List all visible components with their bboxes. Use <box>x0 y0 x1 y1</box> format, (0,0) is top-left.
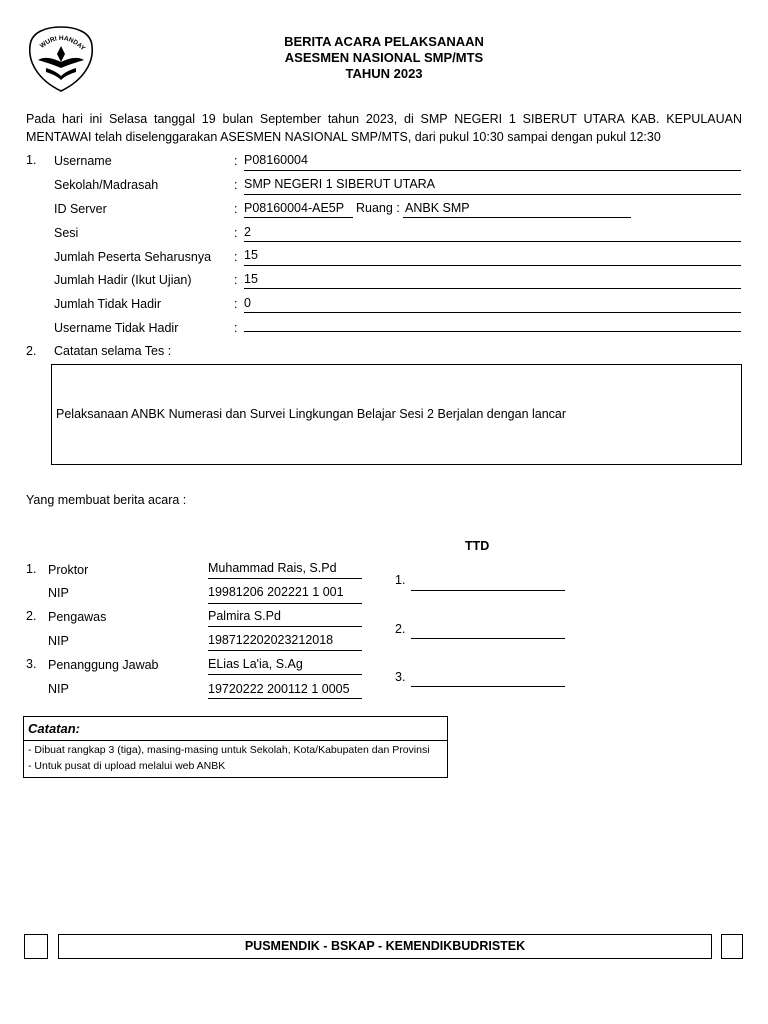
underline <box>244 194 741 195</box>
colon: : <box>234 297 238 311</box>
value-expected-participants: 15 <box>244 248 258 262</box>
notes-box <box>51 364 742 465</box>
intro-paragraph: Pada hari ini Selasa tanggal 19 bulan September tahun 2023, di SMP NEGERI 1 SIBERUT UTARA KAB. KEPULAUAN MENTAWAI telah diselenggarakan ASESMEN NASIONAL SMP/MTS, dari pukul 10:30 sampai dengan pukul 12:30 <box>26 112 742 144</box>
tut-wuri-handayani-logo <box>26 24 96 94</box>
underline <box>208 626 362 627</box>
signer3-nip: 19720222 200112 1 0005 <box>208 682 350 696</box>
underline <box>244 241 741 242</box>
label-expected-participants: Jumlah Peserta Seharusnya <box>54 250 212 264</box>
signature-line-2 <box>411 638 565 639</box>
signer1-nip-label: NIP <box>48 586 69 600</box>
label-id-server: ID Server <box>54 202 107 216</box>
document-title-line1: BERITA ACARA PELAKSANAAN <box>284 34 484 49</box>
colon: : <box>234 154 238 168</box>
label-present: Jumlah Hadir (Ikut Ujian) <box>54 273 192 287</box>
signer1-name: Muhammad Rais, S.Pd <box>208 561 337 575</box>
signer3-name: ELias La'ia, S.Ag <box>208 657 303 671</box>
signers-intro: Yang membuat berita acara : <box>26 493 187 507</box>
signer2-role: Pengawas <box>48 610 107 624</box>
signer2-nip: 198712202023212018 <box>208 633 334 647</box>
underline <box>244 217 353 218</box>
ttd-header: TTD <box>465 539 490 553</box>
signer2-name: Palmira S.Pd <box>208 609 281 623</box>
logo-text: WURI HANDAY <box>38 34 86 52</box>
signer2-number: 2. <box>26 609 37 623</box>
signer3-number: 3. <box>26 657 37 671</box>
value-absent: 0 <box>244 296 251 310</box>
signature-line-1 <box>411 590 565 591</box>
colon: : <box>234 250 238 264</box>
value-school: SMP NEGERI 1 SIBERUT UTARA <box>244 177 436 191</box>
underline <box>208 674 362 675</box>
underline <box>244 170 741 171</box>
underline <box>208 578 362 579</box>
signer3-nip-label: NIP <box>48 682 69 696</box>
notes-text: Pelaksanaan ANBK Numerasi dan Survei Lingkungan Belajar Sesi 2 Berjalan dengan lancar <box>56 407 567 421</box>
signer3-ttd-number: 3. <box>395 670 406 684</box>
footer-label: PUSMENDIK - BSKAP - KEMENDIKBUDRISTEK <box>58 934 712 959</box>
underline <box>244 312 741 313</box>
footer-left-box <box>24 934 48 959</box>
ruang-label: Ruang : <box>356 201 400 215</box>
label-absent: Jumlah Tidak Hadir <box>54 297 161 311</box>
underline <box>208 698 362 699</box>
signer1-role: Proktor <box>48 563 89 577</box>
value-present: 15 <box>244 272 258 286</box>
underline <box>244 265 741 266</box>
ruang-value: ANBK SMP <box>405 201 470 215</box>
signature-line-3 <box>411 686 565 687</box>
signer2-nip-label: NIP <box>48 634 69 648</box>
signer2-ttd-number: 2. <box>395 622 406 636</box>
signer3-role: Penanggung Jawab <box>48 658 159 672</box>
underline <box>244 288 741 289</box>
signer1-number: 1. <box>26 562 37 576</box>
signer1-ttd-number: 1. <box>395 573 406 587</box>
value-sesi: 2 <box>244 225 251 239</box>
underline <box>244 331 741 332</box>
colon: : <box>234 226 238 240</box>
value-username: P08160004 <box>244 153 308 167</box>
label-username: Username <box>54 154 112 168</box>
document-title-line2: ASESMEN NASIONAL SMP/MTS <box>284 50 484 65</box>
document-title-line3: TAHUN 2023 <box>345 66 423 81</box>
value-id-server: P08160004-AE5P <box>244 201 345 215</box>
section2-label: Catatan selama Tes : <box>54 344 172 358</box>
section2-number: 2. <box>26 344 37 358</box>
catatan-line-2: - Untuk pusat di upload melalui web ANBK <box>28 760 226 772</box>
catatan-line-1: - Dibuat rangkap 3 (tiga), masing-masing untuk Sekolah, Kota/Kabupaten dan Provinsi <box>28 744 430 756</box>
underline <box>208 603 362 604</box>
catatan-box <box>23 716 448 778</box>
catatan-title: Catatan: <box>24 717 447 741</box>
label-absent-usernames: Username Tidak Hadir <box>54 321 179 335</box>
section1-number: 1. <box>26 153 37 167</box>
underline <box>208 650 362 651</box>
colon: : <box>234 178 238 192</box>
colon: : <box>234 202 238 216</box>
signer1-nip: 19981206 202221 1 001 <box>208 585 344 599</box>
label-school: Sekolah/Madrasah <box>54 178 159 192</box>
label-sesi: Sesi <box>54 226 79 240</box>
footer-right-box <box>721 934 743 959</box>
colon: : <box>234 273 238 287</box>
underline <box>403 217 631 218</box>
colon: : <box>234 321 238 335</box>
